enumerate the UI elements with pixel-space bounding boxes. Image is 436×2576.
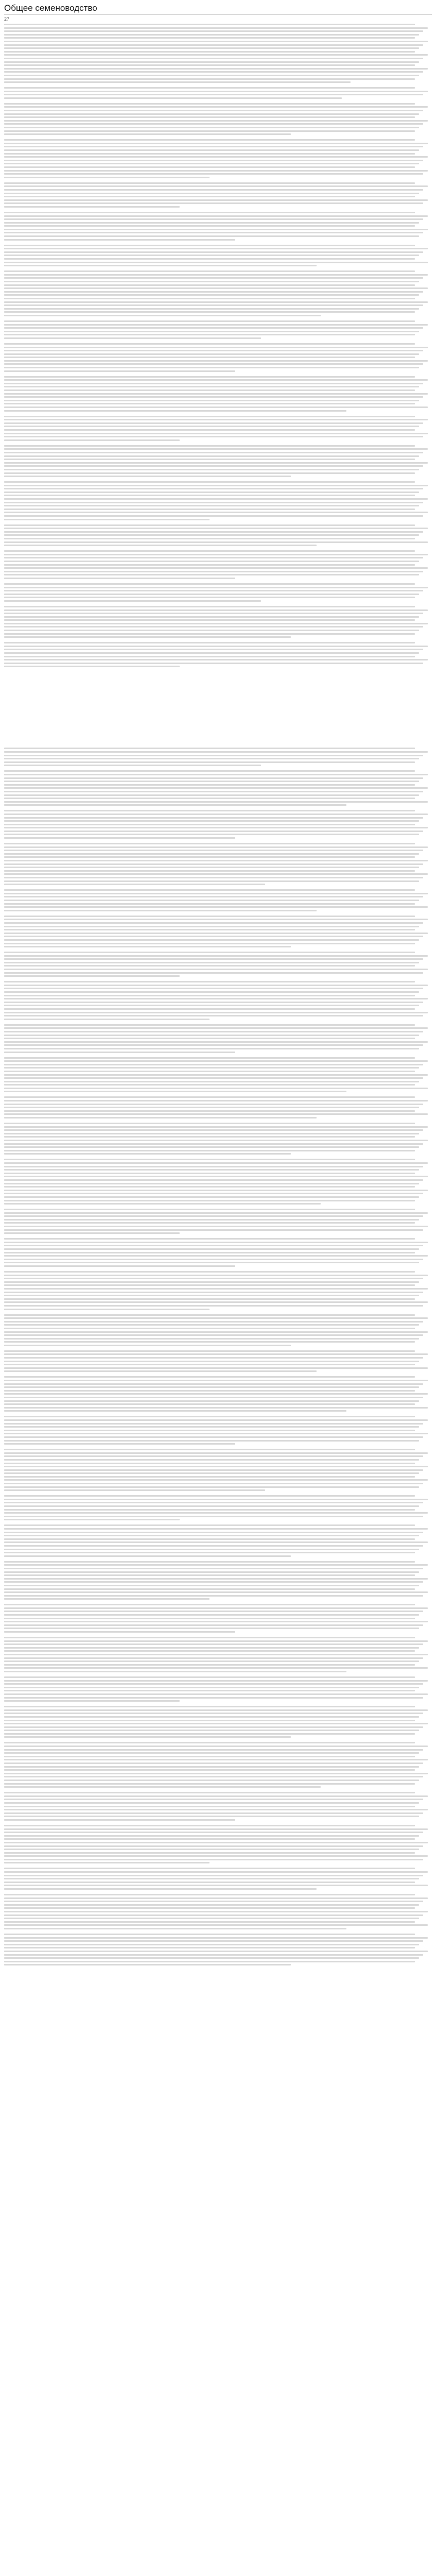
text-placeholder: [4, 1024, 432, 1053]
paragraph: [4, 1561, 432, 1600]
text-placeholder: [4, 583, 432, 602]
bullet-list: [4, 671, 432, 743]
paragraph: [4, 376, 432, 412]
text-placeholder: [4, 1868, 432, 1890]
paragraph: [4, 1792, 432, 1821]
text-placeholder: [4, 139, 432, 178]
paragraph: [4, 103, 432, 135]
text-placeholder: [4, 1238, 432, 1267]
text-placeholder: [4, 87, 432, 99]
paragraph: [4, 1350, 432, 1372]
paragraph: [4, 1159, 432, 1205]
paragraph: [4, 1706, 432, 1738]
text-placeholder: [4, 889, 432, 911]
text-placeholder: [4, 481, 432, 520]
paragraph: [4, 606, 432, 638]
paragraph: [4, 481, 432, 520]
list-item: [4, 671, 432, 676]
list-item: [4, 733, 432, 738]
list-item: [4, 718, 432, 723]
text-placeholder: [4, 1604, 432, 1633]
paragraph: [4, 1676, 432, 1702]
paragraph: [4, 24, 432, 83]
text-placeholder: [4, 270, 432, 316]
paragraph: [4, 1024, 432, 1053]
paragraph: [4, 1376, 432, 1412]
list-item: [4, 707, 432, 713]
text-placeholder: [4, 343, 432, 372]
paragraph: [4, 1238, 432, 1267]
list-item: [4, 713, 432, 718]
paragraph: [4, 583, 432, 602]
text-placeholder: [4, 606, 432, 638]
paragraph: [4, 245, 432, 267]
text-placeholder: [4, 1376, 432, 1412]
text-placeholder: [4, 810, 432, 839]
text-placeholder: [4, 182, 432, 208]
list-item: [4, 676, 432, 682]
paragraph: [4, 1495, 432, 1520]
list-item: [4, 687, 432, 692]
paragraph: [4, 1742, 432, 1788]
text-placeholder: [4, 1057, 432, 1093]
paragraph: [4, 1271, 432, 1310]
text-placeholder: [4, 1894, 432, 1929]
page-title: Общее семеноводство: [4, 3, 432, 15]
text-placeholder: [4, 524, 432, 547]
paragraph: [4, 550, 432, 579]
text-placeholder: [4, 376, 432, 412]
text-placeholder: [4, 1825, 432, 1864]
text-placeholder: [4, 1314, 432, 1346]
text-placeholder: [4, 1524, 432, 1556]
list-item: [4, 728, 432, 733]
paragraph: [4, 1894, 432, 1929]
list-item: [4, 738, 432, 743]
paragraph: [4, 524, 432, 547]
paragraph: [4, 1825, 432, 1864]
paragraph: [4, 1209, 432, 1234]
text-placeholder: [4, 320, 432, 339]
paragraph: [4, 87, 432, 99]
paragraph: [4, 981, 432, 1020]
paragraph: [4, 212, 432, 241]
text-placeholder: [4, 843, 432, 885]
text-placeholder: [4, 245, 432, 267]
text-placeholder: [4, 916, 432, 947]
document-body: [4, 24, 432, 1965]
text-placeholder: [4, 1271, 432, 1310]
paragraph: [4, 445, 432, 477]
text-placeholder: [4, 1742, 432, 1788]
text-placeholder: [4, 103, 432, 135]
paragraph: [4, 889, 432, 911]
paragraph: [4, 416, 432, 441]
paragraph: [4, 642, 432, 667]
text-placeholder: [4, 1449, 432, 1491]
paragraph: [4, 182, 432, 208]
paragraph: [4, 343, 432, 372]
text-placeholder: [4, 1676, 432, 1702]
text-placeholder: [4, 1350, 432, 1372]
text-placeholder: [4, 1934, 432, 1965]
text-placeholder: [4, 1123, 432, 1155]
paragraph: [4, 1057, 432, 1093]
paragraph: [4, 1934, 432, 1965]
paragraph: [4, 1123, 432, 1155]
paragraph: [4, 1314, 432, 1346]
text-placeholder: [4, 1096, 432, 1118]
paragraph: [4, 320, 432, 339]
paragraph: [4, 843, 432, 885]
paragraph: [4, 139, 432, 178]
page-meta-number: 27: [4, 16, 10, 22]
paragraph: [4, 1604, 432, 1633]
list-item: [4, 692, 432, 697]
list-item: [4, 723, 432, 728]
text-placeholder: [4, 642, 432, 667]
paragraph: [4, 810, 432, 839]
text-placeholder: [4, 24, 432, 83]
text-placeholder: [4, 1495, 432, 1520]
text-placeholder: [4, 1416, 432, 1445]
paragraph: [4, 770, 432, 806]
list-item: [4, 682, 432, 687]
text-placeholder: [4, 550, 432, 579]
text-placeholder: [4, 416, 432, 441]
list-item: [4, 697, 432, 702]
text-placeholder: [4, 981, 432, 1020]
paragraph: [4, 270, 432, 316]
paragraph: [4, 1524, 432, 1556]
text-placeholder: [4, 770, 432, 806]
text-placeholder: [4, 1159, 432, 1205]
text-placeholder: [4, 1561, 432, 1600]
paragraph: [4, 1637, 432, 1672]
paragraph: [4, 916, 432, 947]
paragraph: [4, 1449, 432, 1491]
text-placeholder: [4, 1637, 432, 1672]
paragraph: [4, 1096, 432, 1118]
paragraph: [4, 1416, 432, 1445]
text-placeholder: [4, 445, 432, 477]
text-placeholder: [4, 1209, 432, 1234]
text-placeholder: [4, 1706, 432, 1738]
list-item: [4, 702, 432, 707]
paragraph: [4, 748, 432, 766]
text-placeholder: [4, 952, 432, 977]
text-placeholder: [4, 212, 432, 241]
paragraph: [4, 952, 432, 977]
text-placeholder: [4, 748, 432, 766]
text-placeholder: [4, 1792, 432, 1821]
paragraph: [4, 1868, 432, 1890]
